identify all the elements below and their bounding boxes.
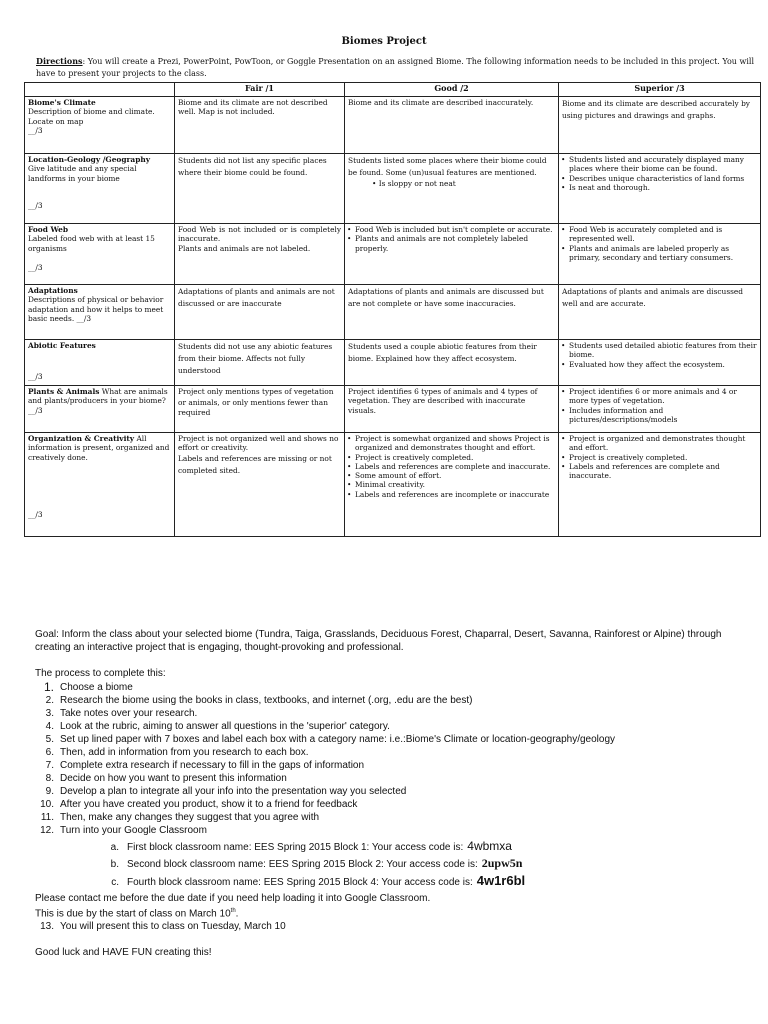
rubric-header-blank xyxy=(25,83,175,97)
document-title: Biomes Project xyxy=(341,36,427,47)
access-code: 4w1r6bl xyxy=(476,873,526,888)
category-description: All information is present, organized and creatively done. xyxy=(28,434,170,462)
step-text: Decide on how you want to present this information xyxy=(60,773,287,784)
good-bullet: • Some amount of effort. xyxy=(348,471,555,480)
superior-bullet: • Project is creatively completed. xyxy=(562,453,757,462)
goal-paragraph: Goal: Inform the class about your selected biome (Tundra, Taiga, Grasslands, Deciduous Forest, Chaparral, Desert, Savanna, Rainforest or Alpine) through creating an interactive project that is engaging, thought-provoking and professional. xyxy=(35,629,722,653)
fair-cell xyxy=(175,154,345,224)
superior-bullet-list xyxy=(562,341,757,369)
superior-cell xyxy=(559,340,761,386)
superior-bullet: • Is neat and thorough. xyxy=(562,183,757,192)
good-bullet: • Is sloppy or not neat xyxy=(372,179,555,188)
list-item xyxy=(35,720,755,733)
superior-bullet-list xyxy=(562,155,757,192)
access-code: 4wbmxa xyxy=(467,839,512,853)
good-bullet: • Project is somewhat organized and shows Project is organized and demonstrates thought and effort. xyxy=(348,434,555,453)
superior-bullet: • Project identifies 6 or more animals and 4 or more types of vegetation. xyxy=(562,387,757,406)
superior-bullet: • Food Web is accurately completed and is represented well. xyxy=(562,225,757,244)
sub-letter: a. xyxy=(110,842,119,853)
category-cell xyxy=(25,386,175,433)
step-text: Develop a plan to integrate all your info into the presentation way you selected xyxy=(60,786,407,797)
step-text: Research the biome using the books in class, textbooks, and internet (.org, .edu are the best) xyxy=(60,695,473,706)
step-number: 4. xyxy=(45,721,54,732)
score-blank: __/3 xyxy=(28,405,43,415)
step-number: 8. xyxy=(45,773,54,784)
step-text: Then, make any changes they suggest that you agree with xyxy=(60,812,320,823)
process-steps-list xyxy=(35,681,755,837)
good-bullet: • Plants and animals are not completely labeled properly. xyxy=(348,234,555,253)
score-blank: __/3 xyxy=(76,313,92,323)
rubric-header-fair: Fair /1 xyxy=(175,83,345,97)
fair-text: Project only mentions types of vegetation or animals, or only mentions fewer than required xyxy=(178,387,334,417)
rubric-header-row xyxy=(25,83,761,97)
superior-bullet: • Project is organized and demonstrates thought and effort. xyxy=(562,434,757,453)
instructions-section xyxy=(35,628,755,959)
fair-cell xyxy=(175,285,345,340)
process-intro: The process to complete this: xyxy=(35,668,166,679)
category-title: Plants & Animals xyxy=(28,387,100,396)
step-number: 2. xyxy=(45,695,54,706)
superior-bullet-list xyxy=(562,434,757,480)
sub-letter: b. xyxy=(110,859,119,870)
sub-letter: c. xyxy=(111,877,119,888)
category-description: Give latitude and any special landforms in your biome xyxy=(28,164,137,183)
fair-text-2: Plants and animals are not labeled. xyxy=(178,243,311,253)
category-cell xyxy=(25,340,175,386)
step-number: 6. xyxy=(45,747,54,758)
fair-text: Project is not organized well and shows no effort or creativity. xyxy=(178,434,339,453)
rubric-row-climate xyxy=(25,97,761,154)
good-cell xyxy=(345,386,559,433)
superior-cell xyxy=(559,433,761,537)
step-number: 12. xyxy=(40,825,54,836)
list-item xyxy=(35,824,755,837)
due-date-line xyxy=(35,905,755,920)
directions-paragraph xyxy=(36,55,756,80)
due-text: This is due by the start of class on March 10 xyxy=(35,908,231,920)
category-cell xyxy=(25,97,175,154)
step-number: 9. xyxy=(45,786,54,797)
superior-cell xyxy=(559,154,761,224)
access-code: 2upw5n xyxy=(481,856,523,870)
step-text: Then, add in information from you research to each box. xyxy=(60,747,309,758)
list-item xyxy=(35,694,755,707)
category-title: Organization & Creativity xyxy=(28,434,135,443)
good-cell xyxy=(345,154,559,224)
score-blank: __/3 xyxy=(28,200,43,210)
rubric-row-location xyxy=(25,154,761,224)
rubric-table xyxy=(24,82,761,537)
step-number: 13. xyxy=(40,921,54,933)
good-text: Adaptations of plants and animals are discussed but are not complete or have some inaccuracies. xyxy=(348,287,544,308)
fair-text: Students did not use any abiotic features from their biome. Affects not fully understood xyxy=(178,342,333,375)
fair-text-2: Labels and references are missing or not completed sited. xyxy=(178,453,332,475)
rubric-header-superior: Superior /3 xyxy=(559,83,761,97)
step-number: 11. xyxy=(40,812,54,823)
list-item xyxy=(35,746,755,759)
superior-bullet-list xyxy=(562,387,757,424)
good-bullet: • Labels and references are incomplete or inaccurate xyxy=(348,490,555,499)
superior-cell xyxy=(559,285,761,340)
step-text: Take notes over your research. xyxy=(60,708,198,719)
score-blank: __/3 xyxy=(28,125,43,135)
classroom-text: Fourth block classroom name: EES Spring 2015 Block 4: Your access code is: xyxy=(127,877,473,888)
superior-bullet: • Plants and animals are labeled properly as primary, secondary and tertiary consumers. xyxy=(562,244,757,263)
step-number: 3. xyxy=(45,708,54,719)
score-blank: __/3 xyxy=(28,509,43,519)
fair-cell xyxy=(175,386,345,433)
superior-bullet: • Students used detailed abiotic features from their biome. xyxy=(562,341,757,360)
superior-cell xyxy=(559,386,761,433)
rubric-row-abiotic xyxy=(25,340,761,386)
step-text: Complete extra research if necessary to fill in the gaps of information xyxy=(60,760,365,771)
list-item xyxy=(35,920,755,933)
good-text: Project identifies 6 types of animals and 4 types of vegetation. They are described with inaccurate visuals. xyxy=(348,387,538,415)
category-description: Descriptions of physical or behavior adaptation and how it helps to meet basic needs. xyxy=(28,295,164,323)
step-text: Look at the rubric, aiming to answer all questions in the 'superior' category. xyxy=(60,721,390,732)
score-blank: __/3 xyxy=(28,372,43,382)
list-item xyxy=(35,772,755,785)
closing-line: Good luck and HAVE FUN creating this! xyxy=(35,947,212,959)
step-text: Set up lined paper with 7 boxes and label each box with a category name: i.e.:Biome's Climate or location-geography/geology xyxy=(60,734,616,745)
classroom-text: First block classroom name: EES Spring 2015 Block 1: Your access code is: xyxy=(127,842,464,853)
directions-label: Directions xyxy=(36,56,83,66)
superior-text: Biome and its climate are described accurately by using pictures and drawings and graphs. xyxy=(562,99,750,120)
good-cell xyxy=(345,224,559,285)
good-bullet: • Food Web is included but isn't complete or accurate. xyxy=(348,225,555,234)
list-item xyxy=(35,840,755,857)
due-end: . xyxy=(235,908,239,920)
fair-cell xyxy=(175,97,345,154)
superior-bullet: • Describes unique characteristics of land forms xyxy=(562,174,757,183)
good-text: Biome and its climate are described inaccurately. xyxy=(348,98,534,107)
step-text: You will present this to class on Tuesday, March 10 xyxy=(60,921,286,933)
rubric-row-plants-animals xyxy=(25,386,761,433)
list-item xyxy=(35,785,755,798)
fair-text: Food Web is not included or is completely inaccurate. xyxy=(178,225,341,244)
good-cell xyxy=(345,433,559,537)
list-item xyxy=(35,798,755,811)
category-title: Biome's Climate xyxy=(28,98,96,107)
good-cell xyxy=(345,340,559,386)
good-bullet-list xyxy=(348,434,555,499)
superior-text: Adaptations of plants and animals are discussed well and are accurate. xyxy=(562,287,744,308)
step-number: 5. xyxy=(45,734,54,745)
good-cell xyxy=(345,285,559,340)
fair-text: Students did not list any specific places where their biome could be found. xyxy=(178,156,327,177)
category-title: Adaptations xyxy=(28,286,78,295)
fair-text: Adaptations of plants and animals are not discussed or are inaccurate xyxy=(178,287,335,308)
fair-cell xyxy=(175,433,345,537)
superior-bullet: • Labels and references are complete and inaccurate. xyxy=(562,462,757,481)
rubric-row-organization xyxy=(25,433,761,537)
good-bullet: • Labels and references are complete and inaccurate. xyxy=(348,462,555,471)
list-item xyxy=(35,681,755,694)
superior-cell xyxy=(559,224,761,285)
step-text: Choose a biome xyxy=(60,682,133,693)
fair-text: Biome and its climate are not described well. Map is not included. xyxy=(178,98,328,117)
contact-note: Please contact me before the due date if you need help loading it into Google Classroom. xyxy=(35,893,431,904)
category-title: Food Web xyxy=(28,225,69,234)
category-title: Location-Geology /Geography xyxy=(28,155,151,164)
list-item xyxy=(35,707,755,720)
superior-bullet: • Evaluated how they affect the ecosystem. xyxy=(562,360,757,369)
directions-text: : You will create a Prezi, PowerPoint, PowToon, or Goggle Presentation on an assigned Biome. The following information needs to be included in this project. You will have to present your projects to the class. xyxy=(36,57,755,78)
classroom-text: Second block classroom name: EES Spring 2015 Block 2: Your access code is: xyxy=(127,859,478,870)
category-cell xyxy=(25,224,175,285)
good-bullet-list xyxy=(348,179,555,188)
superior-bullet: • Includes information and pictures/descriptions/models xyxy=(562,406,757,425)
classroom-codes-list xyxy=(35,840,755,891)
step-number: 10. xyxy=(40,799,54,810)
category-description: Labeled food web with at least 15 organisms xyxy=(28,234,155,253)
superior-bullet-list xyxy=(562,225,757,262)
category-cell xyxy=(25,154,175,224)
category-title: Abiotic Features xyxy=(28,341,96,350)
good-text: Students listed some places where their biome could be found. Some (un)usual features are mentioned. xyxy=(348,156,547,177)
good-bullet-list xyxy=(348,225,555,253)
superior-cell xyxy=(559,97,761,154)
category-cell xyxy=(25,285,175,340)
step-text: After you have created you product, show it to a friend for feedback xyxy=(60,799,358,810)
category-description: What are animals and plants/producers in your biome? xyxy=(28,387,168,406)
due-superscript: th xyxy=(230,908,236,914)
step-number: 7. xyxy=(45,760,54,771)
fair-cell xyxy=(175,340,345,386)
step-text: Turn into your Google Classroom xyxy=(60,825,207,836)
category-cell xyxy=(25,433,175,537)
list-item xyxy=(35,857,755,874)
good-cell xyxy=(345,97,559,154)
rubric-row-adaptations xyxy=(25,285,761,340)
score-blank: __/3 xyxy=(28,262,43,272)
list-item xyxy=(35,759,755,772)
list-item xyxy=(35,874,755,891)
superior-bullet: • Students listed and accurately displayed many places where their biome can be found. xyxy=(562,155,757,174)
category-description: Description of biome and climate. Locate on map xyxy=(28,107,155,126)
fair-cell xyxy=(175,224,345,285)
step-number: 1. xyxy=(43,680,54,694)
good-text: Students used a couple abiotic features from their biome. Explained how they affect ecosystem. xyxy=(348,342,537,363)
list-item xyxy=(35,811,755,824)
rubric-header-good: Good /2 xyxy=(345,83,559,97)
rubric-row-food-web xyxy=(25,224,761,285)
good-bullet: • Minimal creativity. xyxy=(348,480,555,489)
list-item xyxy=(35,733,755,746)
good-bullet: • Project is creatively completed. xyxy=(348,453,555,462)
final-step-list xyxy=(35,920,755,933)
